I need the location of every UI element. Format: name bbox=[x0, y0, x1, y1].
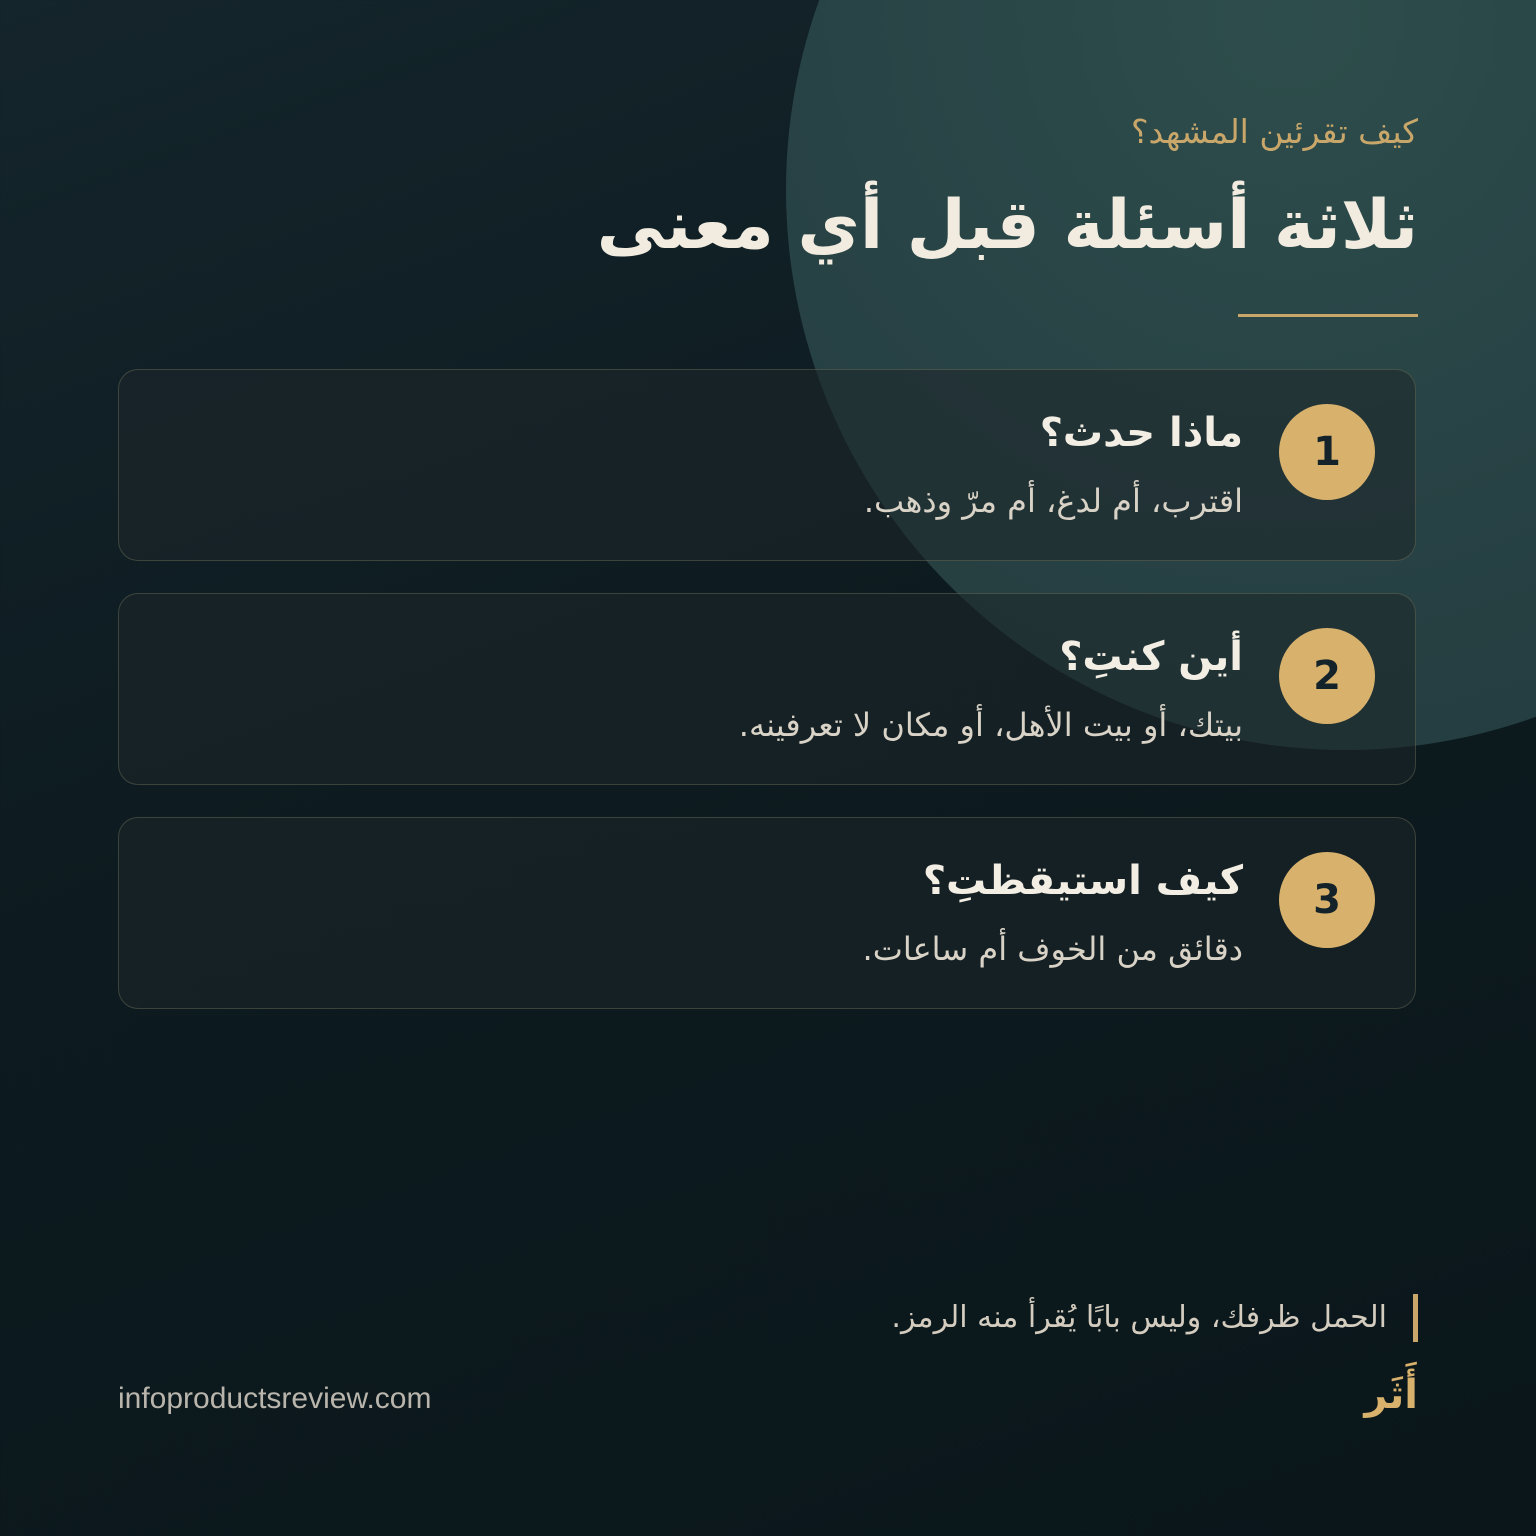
eyebrow-text: كيف تقرئين المشهد؟ bbox=[1131, 112, 1418, 151]
question-description: اقترب، أم لدغ، أم مرّ وذهب. bbox=[863, 482, 1243, 520]
question-card-1 bbox=[118, 369, 1416, 561]
page-title: ثلاثة أسئلة قبل أي معنى bbox=[596, 186, 1418, 265]
question-description: دقائق من الخوف أم ساعات. bbox=[862, 930, 1243, 968]
question-card-2 bbox=[118, 593, 1416, 785]
brand-logo: أَثَر bbox=[1364, 1372, 1418, 1418]
question-number-badge: 2 bbox=[1279, 628, 1375, 724]
footer-quote: الحمل ظرفك، وليس بابًا يُقرأ منه الرمز. bbox=[891, 1294, 1418, 1342]
question-title: ماذا حدث؟ bbox=[1039, 410, 1243, 456]
question-number-badge: 1 bbox=[1279, 404, 1375, 500]
question-card-3 bbox=[118, 817, 1416, 1009]
question-title: كيف استيقظتِ؟ bbox=[922, 858, 1243, 904]
question-title: أين كنتِ؟ bbox=[1059, 634, 1243, 680]
question-description: بيتك، أو بيت الأهل، أو مكان لا تعرفينه. bbox=[738, 706, 1243, 744]
question-number-badge: 3 bbox=[1279, 852, 1375, 948]
website-url: infoproductsreview.com bbox=[118, 1382, 432, 1415]
title-underline bbox=[1238, 314, 1418, 317]
